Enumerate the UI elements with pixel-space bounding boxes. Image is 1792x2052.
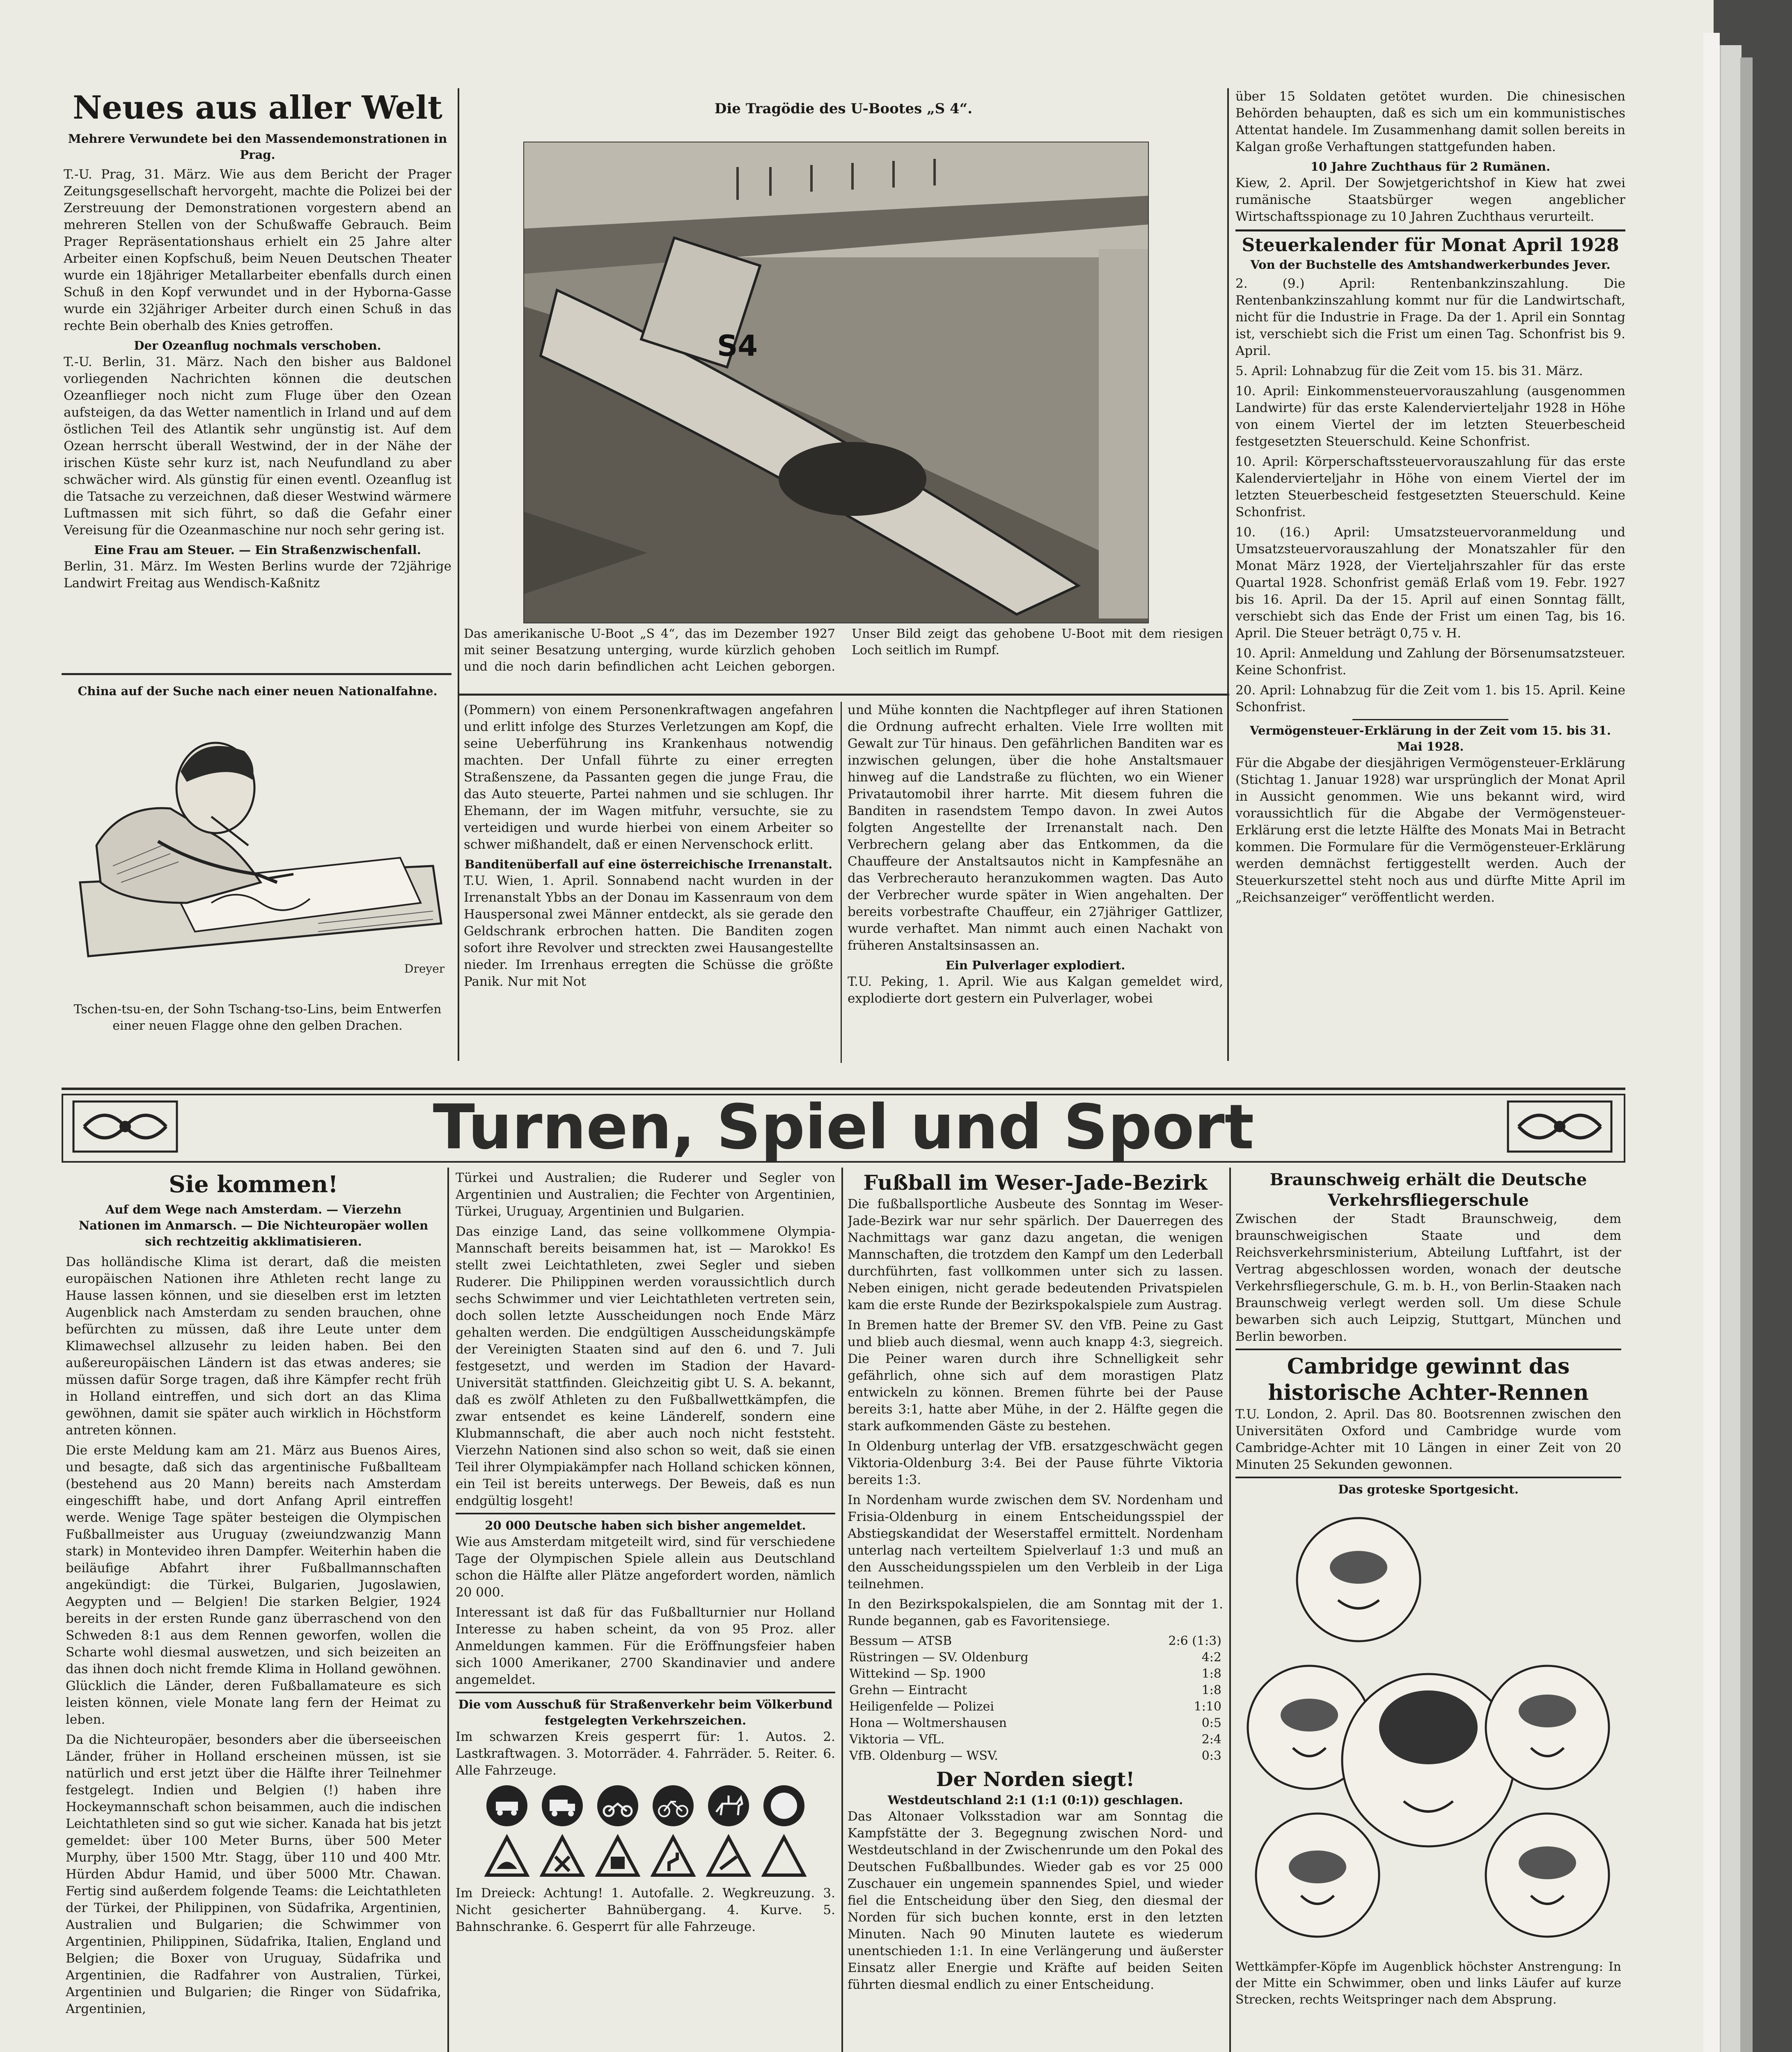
headline: Banditenüberfall auf eine österreichische Irrenanstalt.	[464, 857, 833, 871]
table-row	[848, 1699, 1223, 1715]
score-cell: 1:8	[1201, 1683, 1221, 1697]
mid-column-a	[464, 702, 833, 1063]
signature: Dreyer	[404, 962, 445, 976]
warning-signs	[456, 1834, 835, 1881]
column-rule	[1227, 88, 1229, 1061]
article-text: In Nordenham wurde zwischen dem SV. Nordenham und Frisia-Oldenburg in einem Entscheidungsspiel der Abstiegskandidat der Weserstaffel ermittelt. Nordenham unterlag nach verteiltem Spielverlauf 1:3 und muß an den Ausscheidungsspielen um den Verbleib in der Liga teilnehmen.	[848, 1493, 1223, 1592]
article-text: In Bremen hatte der Bremer SV. den VfB. Peine zu Gast und blieb auch diesmal, wenn auch knapp 4:3, siegreich. Die Peiner waren durch ihre Schnelligkeit sehr gefährlich, ohne sich auf dem morastigen Platz entwickeln zu können. Bremen führte bei der Pause bereits 3:1, hatte aber Mühe, in der 2. Hälfte gegen die stark aufkommenden Gäste zu bestehen.	[848, 1318, 1223, 1434]
divider	[62, 673, 451, 675]
table-row	[848, 1715, 1223, 1731]
sport-banner-title: Turnen, Spiel und Sport	[433, 1092, 1254, 1163]
illustration-caption: Wettkämpfer-Köpfe im Augenblick höchster Anstrengung: In der Mitte ein Schwimmer, oben und links Läufer auf kurze Strecken, rechts Weitspringer nach dem Absprung.	[1235, 1960, 1621, 2007]
column-rule	[458, 88, 459, 1061]
article-text: Wie aus Amsterdam mitgeteilt wird, sind für verschiedene Tage der Olympischen Spiele allein aus Deutschland schon die Hälfte aller Plätze angefordert worden, nämlich 20 000.	[456, 1534, 835, 1600]
article-text: (Pommern) von einem Personenkraftwagen angefahren und erlitt infolge des Sturzes Verletzungen am Kopf, die seine Ueberführung ins Krankenhaus notwendig machten. Der Unfall führte zu einer erregten Straßenszene, da Passanten gegen die junge Frau, die das Auto steuerte, Partei nahmen und sie schlugen. Ihr Ehemann, der im Wagen mitfuhr, versuchte, sie zu verteidigen und wurde hierbei von einem Arbeiter so schwer mißhandelt, daß er einen Nervenschock erlitt.	[464, 703, 833, 852]
match-cell: Bessum — ATSB	[849, 1634, 952, 1648]
table-row	[848, 1748, 1223, 1764]
divider	[62, 1088, 1625, 1090]
headline: 20 000 Deutsche haben sich bisher angemeldet.	[485, 1518, 806, 1532]
headline: Die vom Ausschuß für Straßenverkehr beim Völkerbund festgelegten Verkehrszeichen.	[458, 1697, 833, 1727]
sport-column-4	[1235, 1170, 1621, 2052]
score-cell: 0:3	[1201, 1749, 1221, 1763]
mid-column-b	[848, 702, 1223, 1063]
tax-item: 5. April: Lohnabzug für die Zeit vom 15. bis 31. März.	[1235, 364, 1583, 378]
table-row	[848, 1633, 1223, 1649]
sign-bicycles-icon	[651, 1783, 696, 1828]
results-table	[848, 1633, 1223, 1764]
article-text: Das Altonaer Volksstadion war am Sonntag die Kampfstätte der 3. Begegnung zwischen Nord- und Westdeutschland in der Zwischenrunde um den Pokal des Deutschen Fußballbundes. Wieder gab es vor 25 000 Zuschauer ein ungemein spannendes Spiel, und wieder fiel die Entscheidung über den Sieg, den diesmal der Norden für sich buchen konnte, erst in den letzten Minuten. Nach 90 Minuten lautete es wiederum unentschieden 1:1. In eine Verlängerung und äußerster Einsatz aller Energie und Kräfte auf beiden Seiten führten diesmal endlich zu einer Entscheidung.	[848, 1809, 1223, 1992]
match-cell: Hona — Woltmershausen	[849, 1716, 1007, 1730]
sign-trucks-icon	[540, 1783, 585, 1828]
match-cell: Viktoria — VfL.	[849, 1732, 945, 1747]
score-cell: 2:6 (1:3)	[1168, 1634, 1221, 1648]
article-title: Cambridge gewinnt das historische Achter-Rennen	[1268, 1354, 1589, 1405]
headline: Braunschweig erhält die Deutsche Verkehrsfliegerschule	[1270, 1170, 1587, 1210]
right-column	[1235, 88, 1625, 1069]
article-text: Da die Nichteuropäer, besonders aber die überseeischen Länder, früher in Holland erscheinen müssen, ist sie natürlich und erst jetzt über die Hälfte ihrer Teilnehmer festgelegt. Indien und Belgien (!) haben ihre Hockeymannschaft schon beisammen, auch die indischen Leichtathleten sind so gut wie sicher. Kanada hat bis jetzt gemeldet: über 100 Meter Burns, über 500 Meter Murphy, über 1500 Mtr. Stagg, über 110 und 400 Mtr. Hürden Abdur Hamid, und über 5000 Mtr. Chawan. Fertig sind außerdem folgende Teams: die Leichtathleten der Türkei, der Philippinen, von Südafrika, Argentinien, Australien und Bulgarien; die Schwimmer von Argentinien, Philippinen, Südafrika, Italien, England und Belgien; die Boxer von Uruguay, Südafrika und Argentinien, die Radfahrer von Australien, Türkei, Argentinien und Bulgarien; die Ringer von Südafrika, Argentinien,	[66, 1732, 441, 2016]
column-rule	[447, 1168, 449, 2052]
headline: Der Ozeanflug nochmals verschoben.	[134, 339, 381, 353]
article-subtitle: Auf dem Wege nach Amsterdam. — Vierzehn Nationen im Anmarsch. — Die Nichteuropäer wollen sich rechtzeitig akklimatisieren.	[78, 1202, 429, 1248]
headline: 10 Jahre Zuchthaus für 2 Rumänen.	[1310, 160, 1551, 174]
sport-column-1	[66, 1170, 441, 2052]
headline: Ein Pulverlager explodiert.	[945, 958, 1125, 972]
tax-item: 20. April: Lohnabzug für die Zeit vom 1. bis 15. April. Keine Schonfrist.	[1235, 683, 1625, 715]
page-edge	[1703, 33, 1720, 2052]
match-cell: Rüstringen — SV. Oldenburg	[849, 1650, 1029, 1665]
tax-item: 2. (9.) April: Rentenbankzinszahlung. Die Rentenbankzinszahlung kommt nur für die Landwirtschaft, nicht für die Industrie in Frage. Da der 1. April ein Sonntag ist, verschiebt sich die Frist um einen Tag. Schonfrist bis 9. April.	[1235, 276, 1625, 358]
sign-closed-icon	[761, 1834, 807, 1879]
article-title: Der Norden siegt!	[936, 1768, 1135, 1791]
sport-column-2	[456, 1170, 835, 2052]
article-text: Das einzige Land, das seine vollkommene Olympia-Mannschaft bereits beisammen hat, ist — Marokko! Es stellt zwei Leichtathleten, zwei Segler und sieben Ruderer. Die Philippinen werden voraussichtlich durch sechs Schwimmer und vier Leichtathleten vertreten sein, doch sollen letzte Ausscheidungen noch Ende März gehalten werden. Die endgültigen Ausscheidungskämpfe der Vereinigten Staaten sind auf den 6. und 7. Juli festgesetzt, und werden im Stadion der Havard-Universität stattfinden. Gleichzeitig gibt U. S. A. bekannt, daß es zwölf Athleten zu den Fußballwettkämpfen, die zwar entsendet es keine Länderelf, sondern eine Klubmannschaft, die aber auch noch nicht feststeht. Vierzehn Nationen sind also schon so weit, daß sie einen Teil ihrer Olympiakämpfer nach Holland schicken können, ein Teil ist bereits unterwegs. Der Beweis, daß es nun endgültig losgeht!	[456, 1224, 835, 1508]
article-text: Im Dreieck: Achtung! 1. Autofalle. 2. Wegkreuzung. 3. Nicht gesicherter Bahnübergang. 4. Kurve. 5. Bahnschranke. 6. Gesperrt für alle Fahrzeuge.	[456, 1886, 835, 1934]
headline: China auf der Suche nach einer neuen Nationalfahne.	[78, 684, 438, 698]
match-cell: Wittekind — Sp. 1900	[849, 1667, 986, 1681]
article-text: Das holländische Klima ist derart, daß die meisten europäischen Nationen ihre Athleten recht lange zu Hause lassen können, und sie dieselben erst im letzten Augenblick nach Amsterdam zu senden brauchen, ohne befürchten zu müssen, daß ihre Leute unter dem Klimawechsel allzusehr zu leiden haben. Bei den außereuropäischen Ländern ist das etwas anderes; sie müssen dafür Sorge tragen, daß ihre Kämpfer recht früh in Holland eintreffen, und sich dort an das Klima gewöhnen, damit sie später auch wirklich in Höchstform antreten können.	[66, 1255, 441, 1438]
article-text: In den Bezirkspokalspielen, die am Sonntag mit der 1. Runde begannen, gab es Favoritensiege.	[848, 1597, 1223, 1628]
article-text: Die fußballsportliche Ausbeute des Sonntag im Weser-Jade-Bezirk war nur sehr spärlich. Der Dauerregen des Nachmittags war ganz dazu angetan, die wenigen Mannschaften, die trotzdem den Kampf um den Lederball durchführten, fast vollkommen unter sich zu lassen. Neben einigen, nicht gerade bedeutenden Privatspielen kam die erste Runde der Bezirkspokalspiele zum Austrag.	[848, 1197, 1223, 1312]
divider	[458, 694, 1229, 696]
headline: Vermögensteuer-Erklärung in der Zeit vom 15. bis 31. Mai 1928.	[1250, 724, 1611, 753]
article-text: T.U. London, 2. April. Das 80. Bootsrennen zwischen den Universitäten Oxford und Cambridge wurde vom Cambridge-Achter mit 10 Längen in einer Zeit von 20 Minuten 25 Sekunden gewonnen.	[1235, 1407, 1621, 1472]
sign-autos-icon	[484, 1783, 529, 1828]
submarine-photo	[523, 142, 1149, 623]
section-title: Neues aus aller Welt	[73, 89, 442, 126]
sign-all-vehicles-icon	[761, 1783, 807, 1828]
match-cell: VfB. Oldenburg — WSV.	[849, 1749, 998, 1763]
flag-drawing	[64, 710, 451, 989]
article-text: Kiew, 2. April. Der Sowjetgerichtshof in Kiew hat zwei rumänische Staatsbürger wegen angeblicher Wirtschaftsspionage zu 10 Jahren Zuchthaus verurteilt.	[1235, 176, 1625, 224]
score-cell: 1:10	[1194, 1699, 1221, 1714]
column-rule	[841, 702, 842, 1063]
tax-item: 10. April: Körperschaftssteuervorauszahlung für das erste Kalendervierteljahr in Höhe von einem Viertel der im letzten Steuerbescheid festgesetzten Steuerschuld. Keine Schonfrist.	[1235, 454, 1625, 520]
article-text: T.U. Wien, 1. April. Sonnabend nacht wurden in der Irrenanstalt Ybbs an der Donau im Kassenraum von dem Hauspersonal zwei Männer entdeckt, als sie gerade den Geldschrank erbrochen hatten. Die Banditen zogen sofort ihre Revolver und streckten zwei Hausangestellte nieder. Im Irrenhaus erregten die Schüsse die größte Panik. Nur mit Not	[464, 873, 833, 989]
tax-calendar-subtitle: Von der Buchstelle des Amtshandwerkerbundes Jever.	[1250, 258, 1611, 272]
score-cell: 1:8	[1201, 1667, 1221, 1681]
tax-item: 10. April: Anmeldung und Zahlung der Börsenumsatzsteuer. Keine Schonfrist.	[1235, 646, 1625, 678]
article-text: Türkei und Australien; die Ruderer und Segler von Argentinien und Australien; die Fechter von Argentinien, Türkei, Uruguay, Argentinien und Bulgarien.	[456, 1170, 835, 1219]
prohibition-signs	[456, 1783, 835, 1830]
left-column	[64, 88, 451, 683]
sign-crossing-icon	[540, 1834, 585, 1879]
drawing-caption: Tschen-tsu-en, der Sohn Tschang-tso-Lins, beim Entwerfen einer neuen Flagge ohne den gelben Drachen.	[73, 1002, 442, 1033]
headline: Mehrere Verwundete bei den Massendemonstrationen in Prag.	[68, 132, 447, 162]
match-cell: Heiligenfelde — Polizei	[849, 1699, 994, 1714]
match-cell: Grehn — Eintracht	[849, 1683, 967, 1697]
article-text: Die erste Meldung kam am 21. März aus Buenos Aires, und besagte, daß sich das argentinische Fußballteam (bestehend aus 20 Mann) bereits nach Amsterdam eingeschifft habe, und dort Anfang April eintreffen werde. Wenige Tage später besteigen die Olympischen Fußballmeister aus Uruguay (zweiundzwanzig Mann stark) in Montevideo ihren Dampfer. Weiterhin haben die beiläufige Abfahrt ihrer Fußballmannschaften angekündigt: die Türkei, Bulgarien, Jugoslawien, Aegypten und — Belgien! Die starken Belgier, 1924 bereits in der ersten Runde ganz überraschend von den Schweden 8:1 aus dem Rennen geworfen, wollen die Scharte wohl diesmal auswetzen, und sich beizeiten an das ihnen doch nicht fremde Klima in Holland gewöhnen. Glücklich die Länder, deren Fußballamateure es sich leisten können, viele Monate lang fern der Heimat zu leben.	[66, 1443, 441, 1727]
column-rule	[1229, 1168, 1231, 2052]
page-edge	[1720, 45, 1742, 2052]
score-cell: 0:5	[1201, 1716, 1221, 1730]
tax-calendar-title: Steuerkalender für Monat April 1928	[1242, 235, 1619, 256]
tax-calendar-list	[1235, 275, 1625, 716]
article-text: Im schwarzen Kreis gesperrt für: 1. Autos. 2. Lastkraftwagen. 3. Motorräder. 4. Fahrräder. 5. Reiter. 6. Alle Fahrzeuge.	[456, 1729, 835, 1778]
sign-riders-icon	[706, 1783, 751, 1828]
article-text: In Oldenburg unterlag der VfB. ersatzgeschwächt gegen Viktoria-Oldenburg 3:4. Bei der Pause führte Viktoria bereits 1:3.	[848, 1439, 1223, 1487]
photo-header: Die Tragödie des U-Bootes „S 4“.	[714, 101, 973, 117]
sport-column-3	[848, 1170, 1223, 2052]
table-row	[848, 1649, 1223, 1666]
sign-motorcycles-icon	[595, 1783, 640, 1828]
score-cell: 4:2	[1201, 1650, 1221, 1665]
tax-item: 10. (16.) April: Umsatzsteuervoranmeldung und Umsatzsteuervorauszahlung der Monatszahler für den Monat März 1928, der Vierteljahrszahler für das erste Quartal 1928. Schonfrist gemäß Erlaß vom 19. Febr. 1927 bis 16. April. Da der 15. April auf einen Sonntag fällt, verschiebt sich das Ende der Frist um einen Tag, bis 16. April. Die Steuer beträgt 0,75 v. H.	[1235, 525, 1625, 641]
column-rule	[841, 1168, 843, 2052]
article-text: Für die Abgabe der diesjährigen Vermögensteuer-Erklärung (Stichtag 1. Januar 1928) war ursprünglich der Monat April in Aussicht genommen. Wie uns bekannt wird, wird voraussichtlich für die Abgabe der Vermögensteuer-Erklärung erst die letzte Hälfte des Monats Mai in Betracht kommen. Die Formulare für die Vermögensteuer-Erklärung werden demnächst fertiggestellt werden. Auch der Steuerkurszettel steht noch aus und dürfte Mitte April im „Reichsanzeiger“ veröffentlicht werden.	[1235, 756, 1625, 905]
article-title: Fußball im Weser-Jade-Bezirk	[863, 1170, 1208, 1195]
article-text: Interessant ist daß für das Fußballturnier nur Holland Interesse zu haben scheint, da von 95 Proz. aller Anmeldungen kammen. Für die Eröffnungsfeier haben sich 1000 Amerikaner, 2700 Skandinavier und andere angemeldet.	[456, 1605, 835, 1687]
article-text: Berlin, 31. März. Im Westen Berlins wurde der 72jährige Landwirt Freitag aus Wendisch-Kaßnitz	[64, 559, 451, 591]
headline: Das groteske Sportgesicht.	[1338, 1482, 1519, 1496]
table-row	[848, 1666, 1223, 1682]
article-text: Zwischen der Stadt Braunschweig, dem braunschweigischen Staate und dem Reichsverkehrsministerium, Abteilung Luftfahrt, ist der Vertrag abgeschlossen worden, wonach der deutsche Verkehrsfliegerschule, G. m. b. H., von Berlin-Staaken nach Braunschweig verlegt werden soll. Um diese Schule bewarben sich auch Leipzig, Stuttgart, München und Berlin beworben.	[1235, 1212, 1621, 1344]
tax-item: 10. April: Einkommensteuervorauszahlung (ausgenommen Landwirte) für das erste Kalendervierteljahr 1928 in Höhe von einem Viertel der im letzten Steuerbescheid festgesetzten Steuerschuld. Keine Schonfrist.	[1235, 384, 1625, 449]
sign-bump-icon	[484, 1834, 529, 1879]
article-title: Sie kommen!	[169, 1171, 338, 1198]
article-text: über 15 Soldaten getötet wurden. Die chinesischen Behörden behaupten, daß es sich um ein kommunistisches Attentat handele. Im Zusammenhang damit sollen bereits in Kalgan große Verhaftungen stattgefunden haben.	[1235, 89, 1625, 154]
faces-illustration	[1235, 1498, 1621, 1959]
sign-curve-icon	[651, 1834, 696, 1879]
score-cell: 2:4	[1201, 1732, 1221, 1747]
article-subtitle: Westdeutschland 2:1 (1:1 (0:1)) geschlagen.	[887, 1793, 1183, 1807]
table-row	[848, 1682, 1223, 1699]
hull-label: S4	[717, 329, 758, 363]
ornament-icon	[1506, 1100, 1613, 1153]
photo-caption: Das amerikanische U-Boot „S 4“, das im Dezember 1927 mit seiner Besatzung unterging, wurde kürzlich gehoben und die noch darin befindlichen acht Leichen geborgen. Unser Bild zeigt das gehobene U-Boot mit dem riesigen Loch seitlich im Rumpf.	[464, 627, 1223, 674]
ornament-icon	[72, 1100, 179, 1153]
sign-barrier-icon	[706, 1834, 751, 1879]
article-text: T.-U. Berlin, 31. März. Nach den bisher aus Baldonel vorliegenden Nachrichten können die deutschen Ozeanflieger noch nicht zum Fluge über den Ozean aufsteigen, da das Wetter namentlich in Irland und auf dem östlichen Teil des Atlantik sehr ungünstig ist. Auf dem Ozean herrscht überall Westwind, der in der Nähe der irischen Küste sehr kurz ist, nach Neufundland zu aber schwächer wird. Als günstig für einen eventl. Ozeanflug ist die Tatsache zu verzeichnen, daß dieser Westwind wärmere Luftmassen mit sich führt, so daß die Gefahr einer Vereisung für die Ozeanmaschine nur noch sehr gering ist.	[64, 355, 451, 538]
sign-railway-icon	[595, 1834, 640, 1879]
article-text: und Mühe konnten die Nachtpfleger auf ihren Stationen die Ordnung aufrecht erhalten. Viele Irre wollten mit Gewalt zur Tür hinaus. Den gefährlichen Banditen war es inzwischen gelungen, über die hohe Anstaltsmauer hinweg auf die Landstraße zu flüchten, wo ein Wiener Privatautomobil ihrer harrte. Mit diesem fuhren die Banditen in rasendstem Tempo davon. In zwei Autos folgten Angestellte der Irrenanstalt nach. Den Verbrechern gelang aber das Entkommen, da die Chauffeure der Anstaltsautos nicht in Kampfesnähe an das Verbrecherauto heranzukommen wagten. Das Auto der Verbrecher wurde später in Wien angehalten. Der bereits vorbestrafte Chauffeur, ein 27jähriger Gattlizer, wurde verhaftet. Man nimmt auch einen Nachakt von früheren Anstaltsinsassen an.	[848, 703, 1223, 953]
headline: Eine Frau am Steuer. — Ein Straßenzwischenfall.	[94, 543, 421, 557]
article-text: T.U. Peking, 1. April. Wie aus Kalgan gemeldet wird, explodierte dort gestern ein Pulverlager, wobei	[848, 974, 1223, 1006]
table-row	[848, 1731, 1223, 1748]
page-edge	[1740, 57, 1753, 2052]
article-text: T.-U. Prag, 31. März. Wie aus dem Bericht der Prager Zeitungsgesellschaft hervorgeht, machte die Polizei bei der Zerstreuung der Demonstrationen vorgestern abend an mehreren Stellen von der Schußwaffe Gebrauch. Beim Prager Repräsentationshaus erhielt ein 25 Jahre alter Arbeiter einen Kopfschuß, beim Neuen Deutschen Theater wurde ein 18jähriger Metallarbeiter ebenfalls durch einen Schuß in den Kopf verwundet und in der Hyborna-Gasse wurde ein 32jähriger Arbeiter durch einen Schuß in das rechte Bein oberhalb des Knies getroffen.	[64, 167, 451, 333]
